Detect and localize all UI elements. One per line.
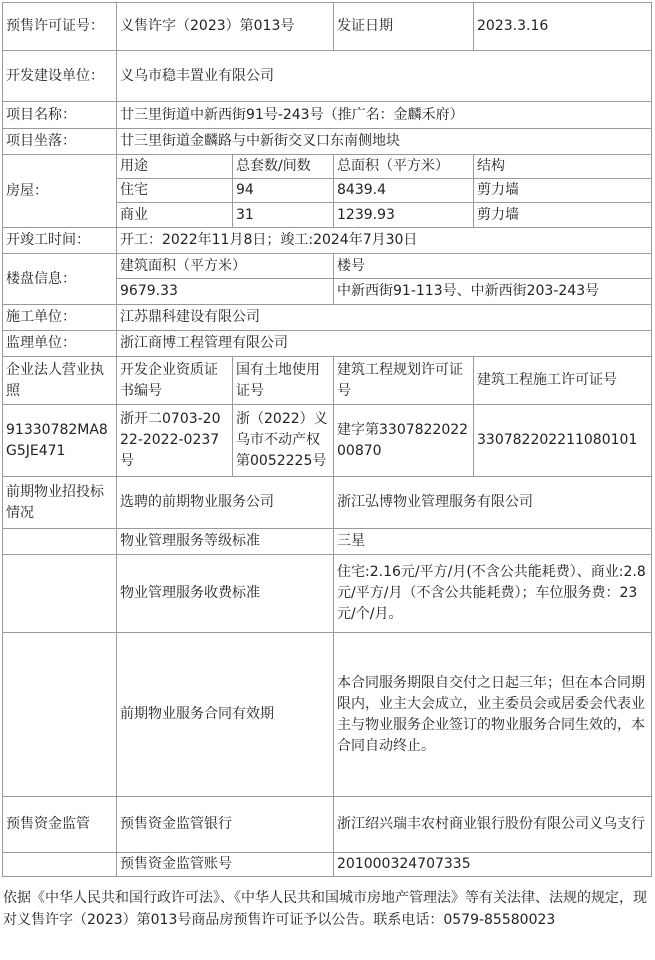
- project-name-value: 廿三里街道中新西街91号-243号（推广名：金麟禾府）: [117, 102, 652, 129]
- building-area-value: 9679.33: [117, 279, 334, 305]
- service-fee-row: [3, 555, 652, 633]
- contract-period-label: 前期物业服务合同有效期: [117, 633, 334, 797]
- escrow-account-row: [3, 853, 652, 877]
- supervisor-value: 浙江商博工程管理有限公司: [117, 331, 652, 357]
- housing-area: 8439.4: [334, 179, 474, 203]
- cert-business-license: 91330782MA8G5JE471: [3, 405, 117, 477]
- empty-cell: [3, 555, 117, 633]
- cert-header-qualification: 开发企业资质证书编号: [117, 357, 233, 405]
- issue-date-value: 2023.3.16: [474, 3, 652, 51]
- supervisor-row: [3, 331, 652, 357]
- schedule-row: [3, 228, 652, 254]
- housing-header-use: 用途: [117, 155, 233, 179]
- escrow-label: 预售资金监管: [3, 797, 117, 853]
- housing-header-structure: 结构: [474, 155, 652, 179]
- cert-header-construction: 建筑工程施工许可证号: [474, 357, 652, 405]
- empty-cell: [3, 529, 117, 555]
- contractor-row: [3, 305, 652, 331]
- housing-header-count: 总套数/间数: [233, 155, 334, 179]
- certificate-value-row: [3, 405, 652, 477]
- escrow-bank-row: [3, 797, 652, 853]
- empty-cell: [3, 853, 117, 877]
- cert-header-planning: 建筑工程规划许可证号: [334, 357, 474, 405]
- certificate-header-row: [3, 357, 652, 405]
- property-company-label: 选聘的前期物业服务公司: [117, 477, 334, 529]
- developer-label: 开发建设单位：: [3, 51, 117, 102]
- schedule-label: 开竣工时间：: [3, 228, 117, 254]
- contract-period-row: [3, 633, 652, 797]
- housing-use: 商业: [117, 203, 233, 228]
- housing-label: 房屋：: [3, 155, 117, 228]
- housing-header-row: [3, 155, 652, 179]
- service-fee-label: 物业管理服务收费标准: [117, 555, 334, 633]
- project-name-row: [3, 102, 652, 129]
- housing-count: 94: [233, 179, 334, 203]
- location-row: [3, 129, 652, 155]
- license-label: 预售许可证号：: [3, 3, 117, 51]
- cert-header-business-license: 企业法人营业执照: [3, 357, 117, 405]
- property-company-value: 浙江弘博物业管理服务有限公司: [334, 477, 652, 529]
- property-company-row: [3, 477, 652, 529]
- housing-header-area: 总面积（平方米）: [334, 155, 474, 179]
- service-level-row: [3, 529, 652, 555]
- housing-use: 住宅: [117, 179, 233, 203]
- empty-cell: [3, 633, 117, 797]
- contractor-value: 江苏鼎科建设有限公司: [117, 305, 652, 331]
- housing-area: 1239.93: [334, 203, 474, 228]
- developer-row: [3, 51, 652, 102]
- location-value: 廿三里街道金麟路与中新街交叉口东南侧地块: [117, 129, 652, 155]
- housing-count: 31: [233, 203, 334, 228]
- issue-date-label: 发证日期: [334, 3, 474, 51]
- escrow-account-label: 预售资金监管账号: [117, 853, 334, 877]
- building-no-header: 楼号: [334, 254, 652, 279]
- escrow-bank-label: 预售资金监管银行: [117, 797, 334, 853]
- service-fee-value: 住宅:2.16元/平方/月(不含公共能耗费）、商业:2.8元/平方/月（不含公共能耗费）；车位服务费：23元/个/月。: [334, 555, 652, 633]
- presale-permit-table: [2, 2, 652, 877]
- building-area-header: 建筑面积（平方米）: [117, 254, 334, 279]
- cert-construction: 330782202211080101: [474, 405, 652, 477]
- project-name-label: 项目名称：: [3, 102, 117, 129]
- property-mgmt-label: 前期物业招投标情况: [3, 477, 117, 529]
- escrow-bank-value: 浙江绍兴瑞丰农村商业银行股份有限公司义乌支行: [334, 797, 652, 853]
- cert-qualification: 浙开二0703-2022-2022-0237号: [117, 405, 233, 477]
- license-row: [3, 3, 652, 51]
- cert-land-use: 浙（2022）义乌市不动产权第0052225号: [233, 405, 334, 477]
- escrow-account-value: 201000324707335: [334, 853, 652, 877]
- supervisor-label: 监理单位：: [3, 331, 117, 357]
- service-level-label: 物业管理服务等级标准: [117, 529, 334, 555]
- legal-notice: 依据《中华人民共和国行政许可法》、《中华人民共和国城市房地产管理法》等有关法律、法规的规定，现对义售许字（2023）第013号商品房预售许可证予以公告。联系电话：0579-85580023: [3, 890, 647, 928]
- cert-header-land-use: 国有土地使用证号: [233, 357, 334, 405]
- service-level-value: 三星: [334, 529, 652, 555]
- building-info-header-row: [3, 254, 652, 279]
- cert-planning: 建字第330782202200870: [334, 405, 474, 477]
- contract-period-value: 本合同服务期限自交付之日起三年；但在本合同期限内，业主大会成立，业主委员会或居委会代表业主与物业服务企业签订的物业服务合同生效的，本合同自动终止。: [334, 633, 652, 797]
- license-value: 义售许字（2023）第013号: [117, 3, 334, 51]
- contractor-label: 施工单位：: [3, 305, 117, 331]
- building-info-label: 楼盘信息：: [3, 254, 117, 305]
- housing-structure: 剪力墙: [474, 179, 652, 203]
- developer-value: 义乌市稳丰置业有限公司: [117, 51, 652, 102]
- schedule-value: 开工：2022年11月8日；竣工:2024年7月30日: [117, 228, 652, 254]
- location-label: 项目坐落：: [3, 129, 117, 155]
- housing-structure: 剪力墙: [474, 203, 652, 228]
- building-no-value: 中新西街91-113号、中新西街203-243号: [334, 279, 652, 305]
